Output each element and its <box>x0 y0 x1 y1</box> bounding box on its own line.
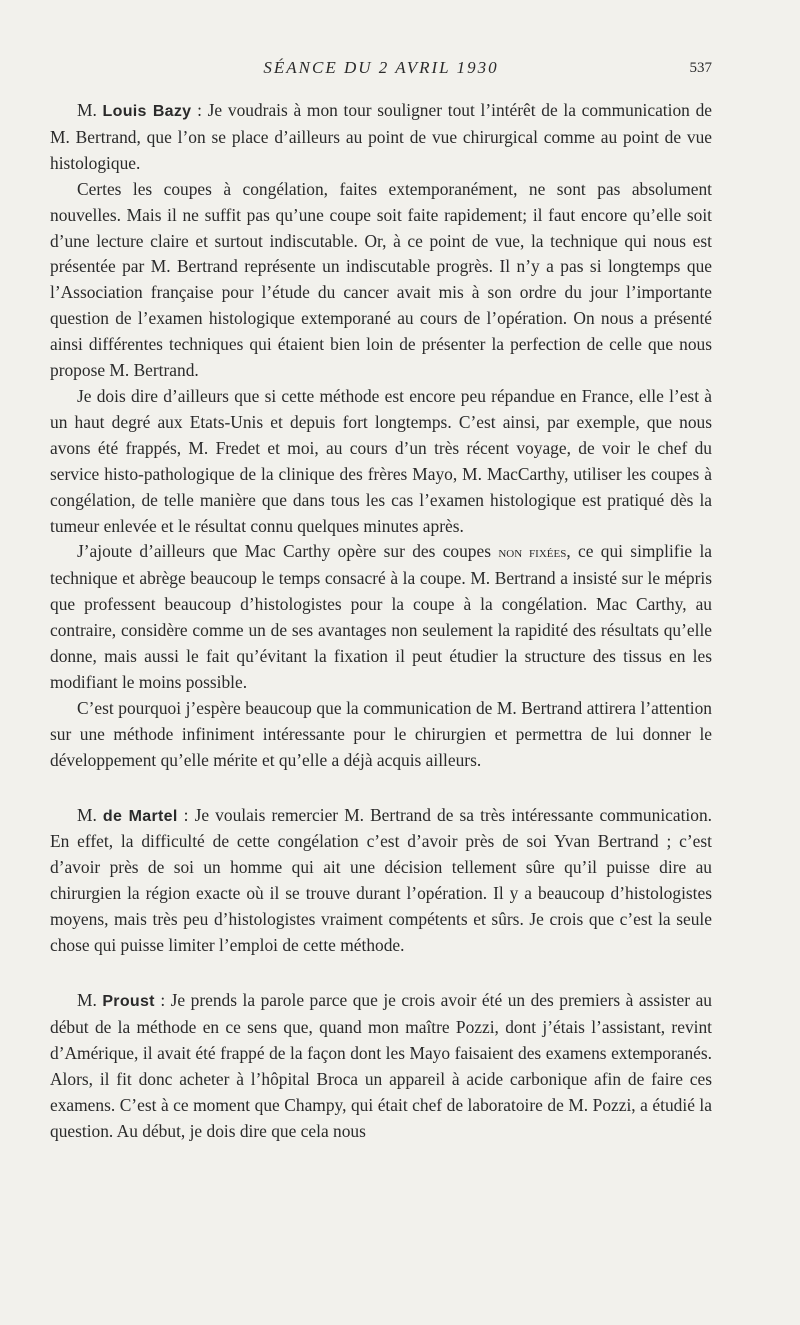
paragraph <box>50 539 712 695</box>
emphasis-small-caps: non fixées <box>498 544 567 562</box>
speech-de-martel <box>50 803 712 959</box>
speech-bazy-opening <box>50 98 712 177</box>
section-gap <box>50 959 712 988</box>
paragraph: C’est pourquoi j’espère beaucoup que la communication de M. Bertrand attirera l’attention sur une méthode infiniment intéressante pour le chirurgien et permettra de lui donner le développement qu’elle mérite et qu’elle a déjà acquis ailleurs. <box>50 697 712 770</box>
paragraph-text: , ce qui simplifie la technique et abrège beaucoup le temps consacré à la coupe. M. Bertrand a insisté sur le mépris que professent beaucoup d’histologistes pour la coupe à la congélation. Mac Carthy, au contraire, considère comme un de ses avantages non seulement la rapidité des résultats qu’elle donne, mais aussi le fait qu’évitant la fixation il peut étudier la structure des tissus en les modifiant le moins possible. <box>50 541 713 692</box>
paragraph-text: J’ajoute d’ailleurs que Mac Carthy opère sur des coupes <box>77 541 499 562</box>
article-body <box>50 98 712 1144</box>
speaker-name: de Martel <box>102 807 178 825</box>
speech-text: : Je voulais remercier M. Bertrand de sa très intéressante communication. En effet, la difficulté de cette congélation c’est d’avoir près de soi Yvan Bertrand ; c’est d’avoir près de soi un homme qui ait une décision tellement sûre qu’il puisse dire au chirurgien la région exacte où il se trouve durant l’opération. Il y a beaucoup d’histologistes moyens, mais très peu d’histologistes vraiment compétents et sûrs. Je crois que c’est la seule chose qui puisse limiter l’emploi de cette méthode. <box>50 804 712 956</box>
paragraph: Certes les coupes à congélation, faites extemporanément, ne sont pas absolument nouvelles. Mais il ne suffit pas qu’une coupe soit faite rapidement; il faut encore qu’elle soit d’une lecture claire et surtout indiscutable. Or, à ce point de vue, la technique qui nous est présentée par M. Bertrand représente un indiscutable progrès. Il n’y a pas si longtemps que l’Association française pour l’étude du cancer avait mis à son ordre du jour l’importante question de l’examen histologique extemporané au cours de l’opération. On nous a présenté ainsi différentes techniques qui étaient bien loin de présenter la perfection de celle que nous propose M. Bertrand. <box>50 178 712 381</box>
speech-text: : Je voudrais à mon tour souligner tout l’intérêt de la communication de M. Bertrand, que l’on se place d’ailleurs au point de vue chirurgical comme au point de vue histologique. <box>50 100 712 173</box>
speech-text: : Je prends la parole parce que je crois avoir été un des premiers à assister au début de la méthode en ce sens que, quand mon maître Pozzi, dont j’étais l’assistant, revint d’Amérique, il avait été frappé de la façon dont les Mayo faisaient des examens extemporanés. Alors, il fit donc acheter à l’hôpital Broca un appareil à acide carbonique afin de faire ces examens. C’est à ce moment que Champy, qui était chef de laboratoire de M. Pozzi, a étudié la question. Au début, je dois dire que cela nous <box>50 990 712 1141</box>
speaker-prefix: M. <box>77 804 103 825</box>
speech-proust <box>50 988 712 1144</box>
section-gap <box>50 774 712 803</box>
page-number: 537 <box>689 60 712 76</box>
paragraph: Je dois dire d’ailleurs que si cette méthode est encore peu répandue en France, elle l’est à un haut degré aux Etats-Unis et depuis fort longtemps. C’est ainsi, par exemple, que nous avons été frappés, M. Fredet et moi, au cours d’un très récent voyage, de voir le chef du service histo-pathologique de la clinique des frères Mayo, M. MacCarthy, utiliser les coupes à congélation, de telle manière que dans tous les cas l’examen histologique est pratiqué dès la tumeur enlevée et le résultat connu quelques minutes après. <box>50 385 712 536</box>
speaker-prefix: M. <box>77 990 103 1010</box>
running-header <box>50 58 712 88</box>
speaker-prefix: M. <box>77 100 103 120</box>
speaker-name: Louis Bazy <box>102 103 192 120</box>
speaker-name: Proust <box>102 993 155 1010</box>
running-title: SÉANCE DU 2 AVRIL 1930 <box>263 58 499 77</box>
